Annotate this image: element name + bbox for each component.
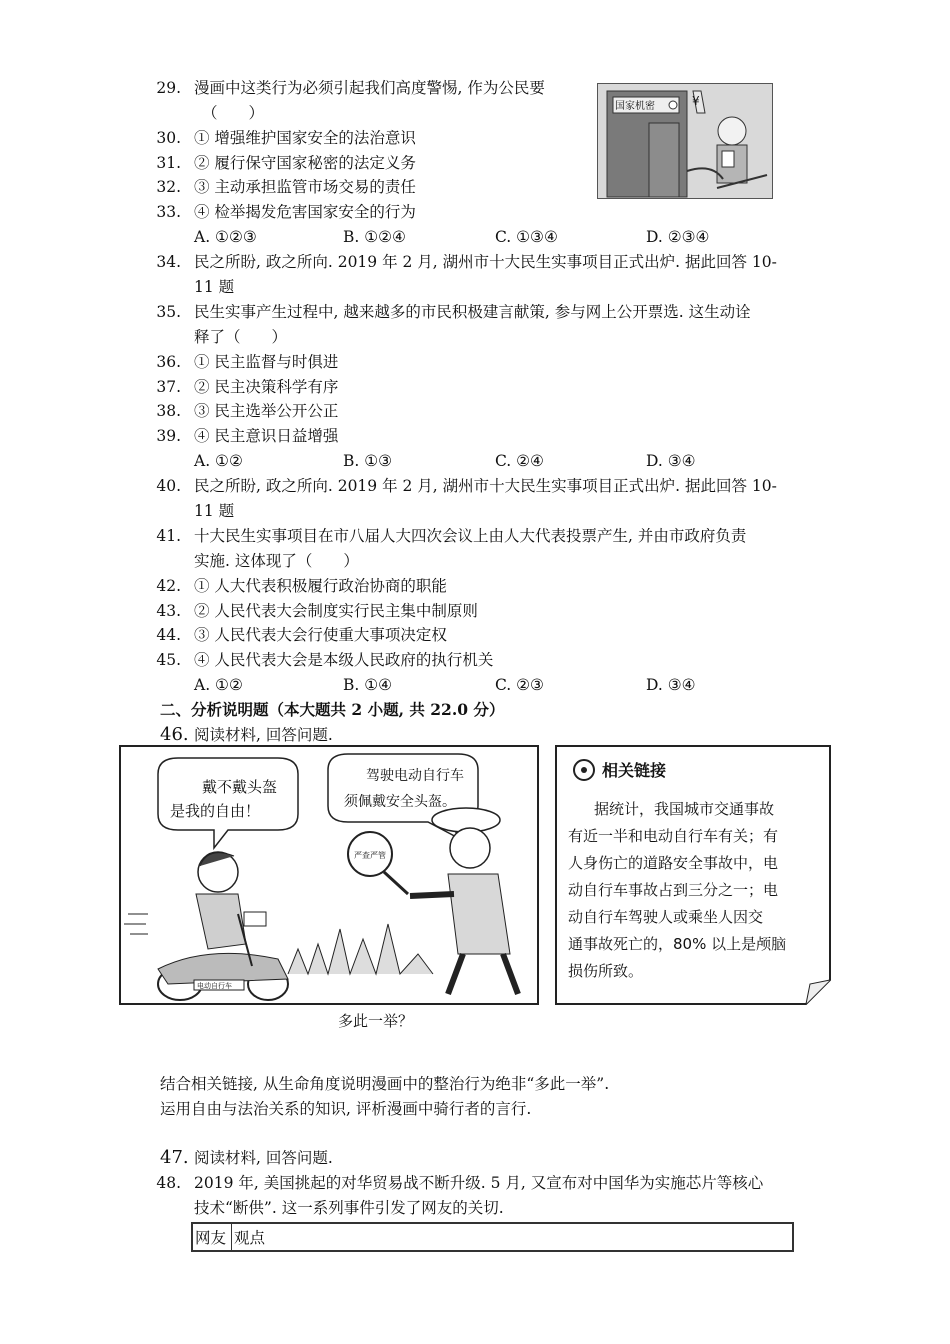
option-b[interactable]: B. ①④ <box>343 676 393 694</box>
question-number: 40. <box>156 477 181 495</box>
statement-1: ① 人大代表积极履行政治协商的职能 <box>194 577 447 595</box>
question-text: 漫画中这类行为必须引起我们高度警惕, 作为公民要 <box>194 79 545 97</box>
comic-label: 国家机密 <box>615 101 655 112</box>
question-number: 30. <box>156 129 181 147</box>
question-number: 33. <box>156 203 181 221</box>
question-text: 实施. 这体现了（ ） <box>194 552 359 570</box>
bubble-text: 是我的自由！ <box>170 802 261 820</box>
svg-text:¥: ¥ <box>692 94 700 108</box>
question-number: 41. <box>156 527 181 545</box>
question-text: 民之所盼, 政之所向. 2019 年 2 月, 湖州市十大民生实事项目正式出炉. 据此回答 10- <box>194 477 777 495</box>
question-text: 十大民生实事项目在市八届人大四次会议上由人大代表投票产生, 并由市政府负责 <box>194 527 747 545</box>
question-number: 38. <box>156 402 181 420</box>
question-number: 32. <box>156 178 181 196</box>
option-c[interactable]: C. ②④ <box>495 452 544 470</box>
option-a[interactable]: A. ①② <box>194 676 243 694</box>
option-a[interactable]: A. ①② <box>194 452 243 470</box>
statement-4: ④ 检举揭发危害国家安全的行为 <box>194 203 416 221</box>
question-text: 2019 年, 美国挑起的对华贸易战不断升级. 5 月, 又宣布对中国华为实施芯片等核心 <box>194 1174 764 1192</box>
question-number: 48. <box>156 1174 181 1192</box>
statement-3: ③ 主动承担监管市场交易的责任 <box>194 178 416 196</box>
opinion-table <box>191 1222 794 1252</box>
question-text: 11 题 <box>194 502 235 520</box>
question-number: 35. <box>156 303 181 321</box>
question-text: 技术“断供”. 这一系列事件引发了网友的关切. <box>194 1199 504 1217</box>
table-header-cell: 网友 <box>192 1223 232 1251</box>
sign-text: 严查严管 <box>354 851 386 860</box>
table-header-cell: 观点 <box>232 1223 794 1251</box>
question-number: 36. <box>156 353 181 371</box>
question-number: 34. <box>156 253 181 271</box>
traffic-cartoon <box>118 744 833 1034</box>
question-number: 47. <box>160 1147 189 1168</box>
question-number: 39. <box>156 427 181 445</box>
link-title: 相关链接 <box>602 761 667 780</box>
statement-3: ③ 人民代表大会行使重大事项决定权 <box>194 626 447 644</box>
option-d[interactable]: D. ③④ <box>646 452 696 470</box>
question-text: 民之所盼, 政之所向. 2019 年 2 月, 湖州市十大民生实事项目正式出炉. 据此回答 10- <box>194 253 777 271</box>
link-line: 人身伤亡的道路安全事故中，电 <box>568 854 779 872</box>
question-text: 释了（ ） <box>194 328 288 346</box>
statement-4: ④ 民主意识日益增强 <box>194 427 339 445</box>
link-line: 损伤所致。 <box>568 962 644 980</box>
comic-caption: 多此一举？ <box>338 1012 414 1030</box>
section-heading: 二、分析说明题（本大题共 2 小题, 共 22.0 分） <box>160 700 505 719</box>
table-row <box>192 1223 793 1251</box>
statement-4: ④ 人民代表大会是本级人民政府的执行机关 <box>194 651 494 669</box>
question-number: 43. <box>156 602 181 620</box>
link-line: 有近一半和电动自行车有关；有 <box>568 827 779 845</box>
link-line: 据统计，我国城市交通事故 <box>594 800 775 818</box>
bubble-text: 驾驶电动自行车 <box>366 768 464 784</box>
option-c[interactable]: C. ②③ <box>495 676 544 694</box>
question-number: 44. <box>156 626 181 644</box>
question-number: 37. <box>156 378 181 396</box>
statement-1: ① 增强维护国家安全的法治意识 <box>194 129 416 147</box>
option-a[interactable]: A. ①②③ <box>194 228 257 246</box>
option-d[interactable]: D. ③④ <box>646 676 696 694</box>
question-text: 阅读材料, 回答问题. <box>194 1149 333 1167</box>
link-line: 通事故死亡的，80% 以上是颅脑 <box>568 935 787 953</box>
scooter-label: 电动自行车 <box>197 982 232 990</box>
sub-question-2: 运用自由与法治关系的知识, 评析漫画中骑行者的言行. <box>160 1100 532 1118</box>
statement-2: ② 履行保守国家秘密的法定义务 <box>194 154 416 172</box>
statement-2: ② 民主决策科学有序 <box>194 378 339 396</box>
cartoon-image <box>597 83 773 199</box>
question-number: 29. <box>156 79 181 97</box>
question-text: 民生实事产生过程中, 越来越多的市民积极建言献策, 参与网上公开票选. 这生动诠 <box>194 303 751 321</box>
answer-blank: （ ） <box>202 104 265 122</box>
question-text: 11 题 <box>194 278 235 296</box>
question-number: 45. <box>156 651 181 669</box>
question-number: 42. <box>156 577 181 595</box>
option-b[interactable]: B. ①③ <box>343 452 393 470</box>
question-number: 46. <box>160 724 189 745</box>
bubble-text: 戴不戴头盔 <box>202 778 278 796</box>
bubble-text: 须佩戴安全头盔。 <box>344 794 456 810</box>
option-d[interactable]: D. ②③④ <box>646 228 710 246</box>
question-number: 31. <box>156 154 181 172</box>
statement-2: ② 人民代表大会制度实行民主集中制原则 <box>194 602 478 620</box>
option-c[interactable]: C. ①③④ <box>495 228 558 246</box>
statement-1: ① 民主监督与时俱进 <box>194 353 339 371</box>
link-line: 动自行车驾驶人或乘坐人因交 <box>568 908 764 926</box>
question-text: 阅读材料, 回答问题. <box>194 726 333 744</box>
statement-3: ③ 民主选举公开公正 <box>194 402 339 420</box>
sub-question-1: 结合相关链接, 从生命角度说明漫画中的整治行为绝非“多此一举”. <box>160 1075 610 1093</box>
link-line: 动自行车事故占到三分之一；电 <box>568 881 779 899</box>
option-b[interactable]: B. ①②④ <box>343 228 406 246</box>
